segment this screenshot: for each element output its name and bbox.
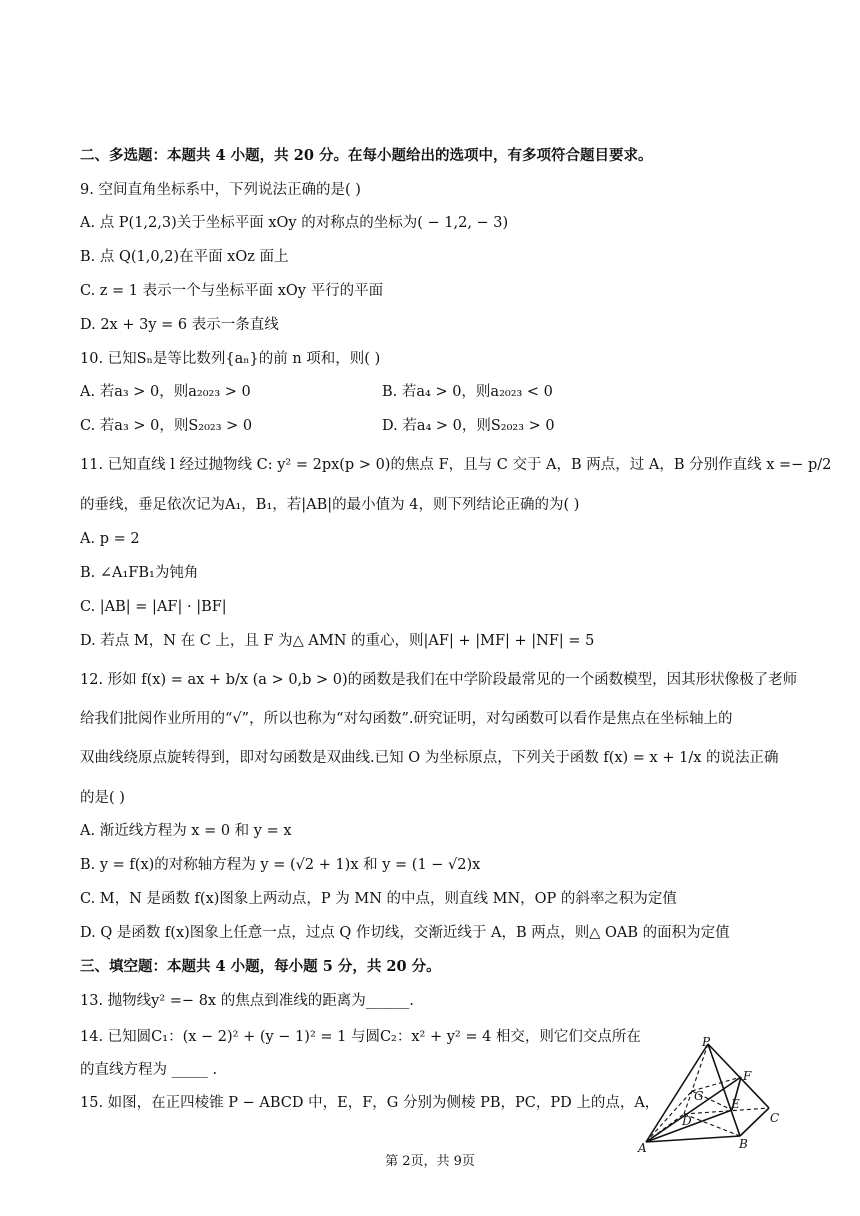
q12-stem-line1: 12. 形如 f(x) = ax + b/x (a > 0,b > 0)的函数是我们在中学阶段最常见的一个函数模型，因其形状像极了老师	[80, 672, 798, 688]
q11-option-a: A. p = 2	[80, 531, 140, 547]
section-multi-heading: 二、多选题：本题共 4 小题，共 20 分。在每小题给出的选项中，有多项符合题目要求。	[80, 147, 653, 164]
edge-PD	[684, 1044, 708, 1114]
q11-stem-line2: 的垂线，垂足依次记为A₁，B₁，若|AB|的最小值为 4，则下列结论正确的为( )	[80, 497, 580, 513]
edge-DC	[684, 1108, 769, 1114]
q11-option-d: D. 若点 M，N 在 C 上，且 F 为△ AMN 的重心，则|AF| + |MF| + |NF| = 5	[80, 633, 595, 649]
label-E: E	[731, 1097, 740, 1111]
q10-option-b: B. 若a₄ > 0，则a₂₀₂₃ < 0	[382, 384, 553, 400]
q12-option-d: D. Q 是函数 f(x)图象上任意一点，过点 Q 作切线，交渐近线于 A，B 两点，则△ OAB 的面积为定值	[80, 925, 730, 941]
q10-stem: 10. 已知Sₙ是等比数列{aₙ}的前 n 项和，则( )	[80, 351, 381, 367]
q9-option-a: A. 点 P(1,2,3)关于坐标平面 xOy 的对称点的坐标为( − 1,2, − 3)	[80, 215, 509, 231]
q11-stem-line1: 11. 已知直线 l 经过抛物线 C: y² = 2px(p > 0)的焦点 F，且与 C 交于 A，B 两点，过 A，B 分别作直线 x =− p/2	[80, 457, 832, 473]
label-P: P	[702, 1035, 711, 1049]
label-D: D	[682, 1114, 692, 1128]
q13-text: 13. 抛物线y² =− 8x 的焦点到准线的距离为______.	[80, 993, 414, 1009]
page-footer: 第 2页，共 9页	[385, 1154, 475, 1169]
q9-option-d: D. 2x + 3y = 6 表示一条直线	[80, 317, 279, 333]
q12-option-c: C. M，N 是函数 f(x)图象上两动点，P 为 MN 的中点，则直线 MN，OP 的斜率之积为定值	[80, 891, 677, 907]
q10-option-c: C. 若a₃ > 0，则S₂₀₂₃ > 0	[80, 418, 253, 434]
q9-option-b: B. 点 Q(1,0,2)在平面 xOz 面上	[80, 249, 289, 265]
edge-BC	[740, 1108, 769, 1136]
section-fill-heading: 三、填空题：本题共 4 小题，每小题 5 分，共 20 分。	[80, 958, 441, 975]
q11-option-c: C. |AB| = |AF| · |BF|	[80, 599, 227, 615]
q9-option-c: C. z = 1 表示一个与坐标平面 xOy 平行的平面	[80, 283, 384, 299]
q12-stem-line3: 双曲线绕原点旋转得到，即对勾函数是双曲线.已知 O 为坐标原点，下列关于函数 f(x) = x + 1/x 的说法正确	[80, 750, 779, 766]
edge-AD	[646, 1114, 684, 1142]
q9-stem: 9. 空间直角坐标系中，下列说法正确的是( )	[80, 182, 361, 198]
q10-option-d: D. 若a₄ > 0，则S₂₀₂₃ > 0	[382, 418, 555, 434]
label-A: A	[638, 1141, 647, 1155]
edge-PB	[708, 1044, 740, 1136]
pyramid-figure	[636, 1034, 786, 1156]
q12-option-b: B. y = f(x)的对称轴方程为 y = (√2 + 1)x 和 y = (1 − √2)x	[80, 857, 481, 873]
label-G: G	[694, 1089, 704, 1103]
label-B: B	[739, 1137, 748, 1151]
q12-stem-line4: 的是( )	[80, 790, 125, 806]
q15-text: 15. 如图，在正四棱锥 P − ABCD 中，E，F，G 分别为侧棱 PB，PC，PD 上的点，A，	[80, 1095, 660, 1111]
q12-option-a: A. 渐近线方程为 x = 0 和 y = x	[80, 823, 292, 839]
label-C: C	[770, 1111, 780, 1125]
q10-option-a: A. 若a₃ > 0，则a₂₀₂₃ > 0	[80, 384, 251, 400]
label-F: F	[743, 1069, 752, 1083]
q14-line1: 14. 已知圆C₁：(x − 2)² + (y − 1)² = 1 与圆C₂：x² + y² = 4 相交，则它们交点所在	[80, 1029, 641, 1045]
q11-option-b: B. ∠A₁FB₁为钝角	[80, 565, 199, 581]
q12-stem-line2: 给我们批阅作业所用的“√”，所以也称为“对勾函数”.研究证明，对勾函数可以看作是焦点在坐标轴上的	[80, 711, 733, 727]
q14-line2: 的直线方程为 _____ .	[80, 1062, 218, 1078]
